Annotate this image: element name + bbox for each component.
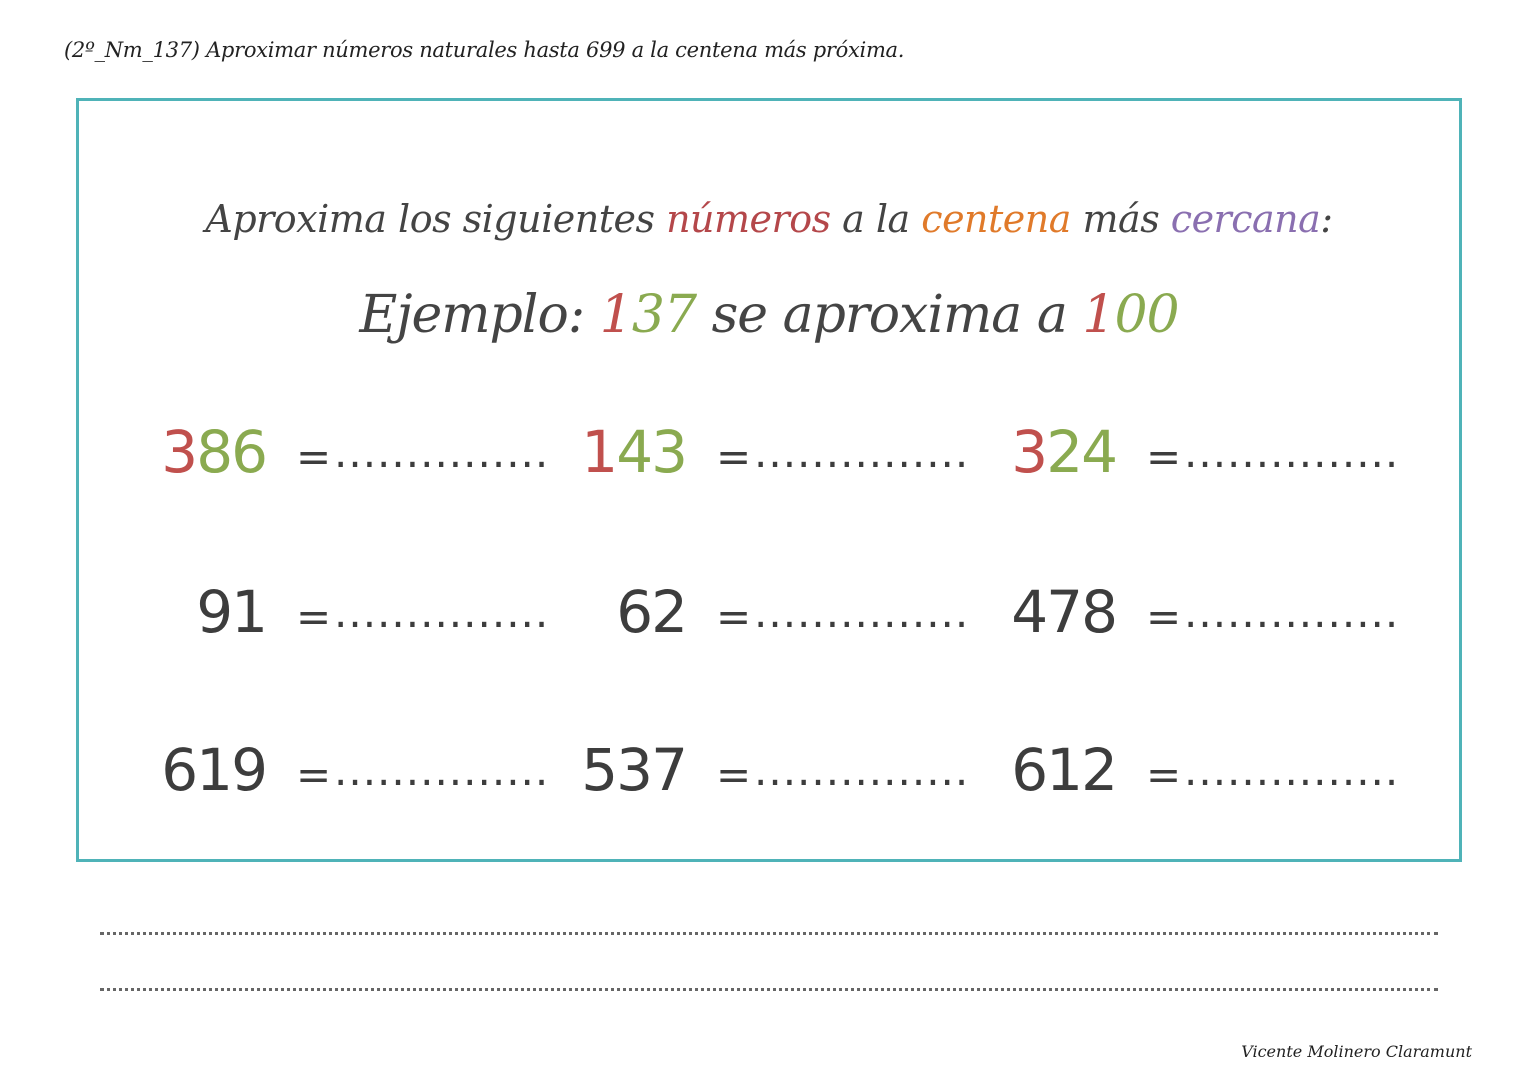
equals-sign: =: [1146, 750, 1182, 799]
answer-blank[interactable]: ...............: [754, 746, 970, 795]
example-result-rest: 00: [1114, 285, 1179, 345]
answer-blank[interactable]: ...............: [334, 428, 550, 477]
instruction-part-3: más: [1070, 197, 1171, 241]
equals-sign: =: [1146, 592, 1182, 641]
exercise-number: [506, 736, 686, 804]
answer-blank[interactable]: ...............: [754, 428, 970, 477]
exercise-number-rest: 537: [581, 736, 686, 804]
equals-sign: =: [1146, 432, 1182, 481]
exercise-number: [936, 418, 1116, 486]
exercise-number: [506, 578, 686, 646]
exercise-number-rest: 612: [1011, 736, 1116, 804]
exercise-number: [936, 578, 1116, 646]
exercise-number: [86, 736, 266, 804]
example-result-hundreds: 1: [1082, 285, 1115, 345]
example-line: [79, 285, 1459, 345]
worksheet-header: (2º_Nm_137) Aproximar números naturales hasta 699 a la centena más próxima.: [64, 38, 905, 62]
exercise-number: [86, 578, 266, 646]
exercise-number-rest: 91: [196, 578, 266, 646]
exercise-number-rest: 86: [196, 418, 266, 486]
exercise-number-rest: 62: [616, 578, 686, 646]
example-number-rest: 37: [631, 285, 697, 345]
answer-blank[interactable]: ...............: [1184, 428, 1400, 477]
answer-blank[interactable]: ...............: [1184, 588, 1400, 637]
equals-sign: =: [716, 750, 752, 799]
exercise-number-rest: 43: [616, 418, 686, 486]
instruction-word-cercana: cercana: [1170, 197, 1321, 241]
exercise-number-hundreds: 1: [581, 418, 617, 486]
instruction-part-1: Aproxima los siguientes: [205, 197, 667, 241]
author-credit: Vicente Molinero Claramunt: [1241, 1042, 1472, 1061]
exercise-number-rest: 478: [1011, 578, 1116, 646]
example-label: Ejemplo:: [359, 285, 600, 345]
example-middle: se aproxima a: [696, 285, 1083, 345]
writing-line-1[interactable]: [100, 932, 1438, 935]
equals-sign: =: [296, 592, 332, 641]
answer-blank[interactable]: ...............: [754, 588, 970, 637]
exercise-number: [936, 736, 1116, 804]
instruction-word-centena: centena: [921, 197, 1071, 241]
equals-sign: =: [716, 432, 752, 481]
exercise-number-hundreds: 3: [161, 418, 197, 486]
equals-sign: =: [296, 750, 332, 799]
equals-sign: =: [296, 432, 332, 481]
answer-blank[interactable]: ...............: [334, 746, 550, 795]
instruction-text: [79, 197, 1459, 241]
instruction-word-numeros: números: [666, 197, 831, 241]
exercise-number: [86, 418, 266, 486]
example-number-hundreds: 1: [599, 285, 632, 345]
exercise-number: [506, 418, 686, 486]
writing-line-2[interactable]: [100, 988, 1438, 991]
instruction-part-2: a la: [830, 197, 922, 241]
exercise-number-rest: 24: [1046, 418, 1116, 486]
instruction-part-4: :: [1320, 197, 1333, 241]
equals-sign: =: [716, 592, 752, 641]
answer-blank[interactable]: ...............: [334, 588, 550, 637]
exercise-number-rest: 619: [161, 736, 266, 804]
answer-blank[interactable]: ...............: [1184, 746, 1400, 795]
exercise-number-hundreds: 3: [1011, 418, 1047, 486]
